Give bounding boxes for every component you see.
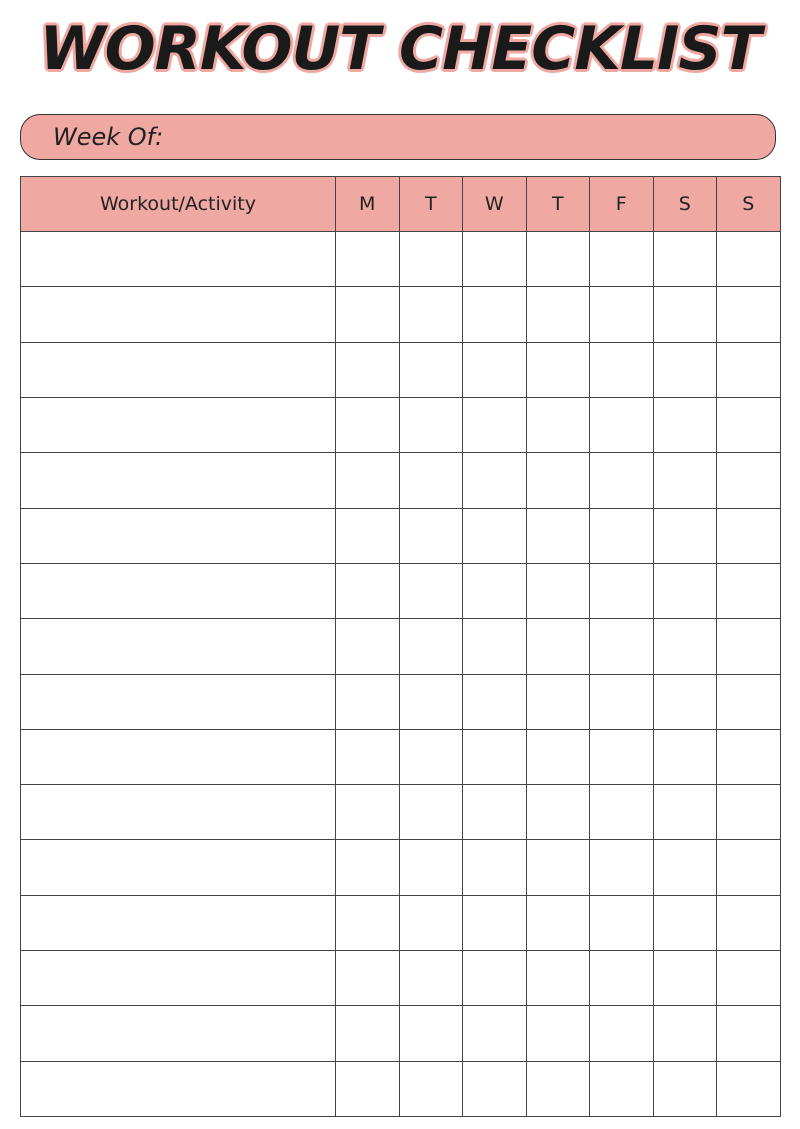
day-check-cell[interactable] bbox=[399, 895, 463, 950]
day-check-cell[interactable] bbox=[590, 232, 654, 287]
day-check-cell[interactable] bbox=[717, 674, 781, 729]
day-check-cell[interactable] bbox=[590, 563, 654, 618]
day-check-cell[interactable] bbox=[336, 287, 400, 342]
day-check-cell[interactable] bbox=[653, 951, 717, 1006]
day-check-cell[interactable] bbox=[526, 1006, 590, 1061]
day-check-cell[interactable] bbox=[653, 342, 717, 397]
day-check-cell[interactable] bbox=[653, 729, 717, 784]
day-check-cell[interactable] bbox=[653, 1061, 717, 1116]
activity-cell[interactable] bbox=[21, 729, 336, 784]
day-check-cell[interactable] bbox=[653, 563, 717, 618]
day-check-cell[interactable] bbox=[717, 508, 781, 563]
table-header-row bbox=[21, 177, 781, 232]
activity-cell[interactable] bbox=[21, 287, 336, 342]
table-row bbox=[21, 287, 781, 342]
day-check-cell[interactable] bbox=[526, 563, 590, 618]
day-check-cell[interactable] bbox=[653, 895, 717, 950]
day-check-cell[interactable] bbox=[526, 895, 590, 950]
day-check-cell[interactable] bbox=[717, 840, 781, 895]
day-check-cell[interactable] bbox=[653, 840, 717, 895]
day-check-cell[interactable] bbox=[526, 951, 590, 1006]
day-check-cell[interactable] bbox=[717, 1061, 781, 1116]
day-check-cell[interactable] bbox=[399, 951, 463, 1006]
header-day: S bbox=[653, 177, 717, 232]
activity-cell[interactable] bbox=[21, 563, 336, 618]
header-day: S bbox=[717, 177, 781, 232]
day-check-cell[interactable] bbox=[717, 619, 781, 674]
day-check-cell[interactable] bbox=[399, 729, 463, 784]
table-row bbox=[21, 397, 781, 452]
day-check-cell[interactable] bbox=[526, 674, 590, 729]
day-check-cell[interactable] bbox=[463, 1006, 527, 1061]
header-day: T bbox=[399, 177, 463, 232]
day-check-cell[interactable] bbox=[336, 453, 400, 508]
day-check-cell[interactable] bbox=[717, 397, 781, 452]
day-check-cell[interactable] bbox=[399, 840, 463, 895]
table-row bbox=[21, 508, 781, 563]
day-check-cell[interactable] bbox=[526, 287, 590, 342]
header-day: F bbox=[590, 177, 654, 232]
day-check-cell[interactable] bbox=[590, 840, 654, 895]
day-check-cell[interactable] bbox=[717, 785, 781, 840]
day-check-cell[interactable] bbox=[717, 563, 781, 618]
header-day: M bbox=[336, 177, 400, 232]
day-check-cell[interactable] bbox=[463, 287, 527, 342]
day-check-cell[interactable] bbox=[526, 342, 590, 397]
day-check-cell[interactable] bbox=[590, 397, 654, 452]
day-check-cell[interactable] bbox=[399, 674, 463, 729]
week-of-bar[interactable] bbox=[20, 114, 776, 160]
day-check-cell[interactable] bbox=[463, 840, 527, 895]
day-check-cell[interactable] bbox=[590, 619, 654, 674]
day-check-cell[interactable] bbox=[717, 453, 781, 508]
day-check-cell[interactable] bbox=[463, 397, 527, 452]
day-check-cell[interactable] bbox=[653, 674, 717, 729]
day-check-cell[interactable] bbox=[526, 619, 590, 674]
activity-cell[interactable] bbox=[21, 785, 336, 840]
day-check-cell[interactable] bbox=[653, 232, 717, 287]
day-check-cell[interactable] bbox=[653, 619, 717, 674]
day-check-cell[interactable] bbox=[653, 785, 717, 840]
activity-cell[interactable] bbox=[21, 840, 336, 895]
day-check-cell[interactable] bbox=[399, 785, 463, 840]
activity-cell[interactable] bbox=[21, 342, 336, 397]
day-check-cell[interactable] bbox=[590, 729, 654, 784]
day-check-cell[interactable] bbox=[590, 342, 654, 397]
day-check-cell[interactable] bbox=[717, 287, 781, 342]
day-check-cell[interactable] bbox=[336, 895, 400, 950]
day-check-cell[interactable] bbox=[717, 1006, 781, 1061]
day-check-cell[interactable] bbox=[336, 397, 400, 452]
activity-cell[interactable] bbox=[21, 674, 336, 729]
activity-cell[interactable] bbox=[21, 1006, 336, 1061]
day-check-cell[interactable] bbox=[590, 785, 654, 840]
day-check-cell[interactable] bbox=[717, 342, 781, 397]
day-check-cell[interactable] bbox=[463, 674, 527, 729]
workout-table bbox=[20, 176, 781, 1117]
day-check-cell[interactable] bbox=[590, 453, 654, 508]
day-check-cell[interactable] bbox=[590, 287, 654, 342]
table-row bbox=[21, 232, 781, 287]
day-check-cell[interactable] bbox=[336, 342, 400, 397]
day-check-cell[interactable] bbox=[526, 840, 590, 895]
day-check-cell[interactable] bbox=[336, 563, 400, 618]
day-check-cell[interactable] bbox=[463, 232, 527, 287]
day-check-cell[interactable] bbox=[399, 1006, 463, 1061]
day-check-cell[interactable] bbox=[399, 1061, 463, 1116]
day-check-cell[interactable] bbox=[717, 895, 781, 950]
day-check-cell[interactable] bbox=[336, 1006, 400, 1061]
table-row bbox=[21, 895, 781, 950]
table-row bbox=[21, 1061, 781, 1116]
activity-cell[interactable] bbox=[21, 397, 336, 452]
day-check-cell[interactable] bbox=[590, 508, 654, 563]
activity-cell[interactable] bbox=[21, 508, 336, 563]
day-check-cell[interactable] bbox=[526, 1061, 590, 1116]
header-day: W bbox=[463, 177, 527, 232]
table-row bbox=[21, 951, 781, 1006]
day-check-cell[interactable] bbox=[336, 674, 400, 729]
week-of-label: Week Of: bbox=[53, 123, 164, 151]
day-check-cell[interactable] bbox=[653, 453, 717, 508]
day-check-cell[interactable] bbox=[399, 397, 463, 452]
day-check-cell[interactable] bbox=[653, 287, 717, 342]
activity-cell[interactable] bbox=[21, 895, 336, 950]
table-row bbox=[21, 785, 781, 840]
day-check-cell[interactable] bbox=[463, 453, 527, 508]
day-check-cell[interactable] bbox=[399, 232, 463, 287]
day-check-cell[interactable] bbox=[653, 397, 717, 452]
day-check-cell[interactable] bbox=[463, 563, 527, 618]
day-check-cell[interactable] bbox=[336, 729, 400, 784]
activity-cell[interactable] bbox=[21, 453, 336, 508]
day-check-cell[interactable] bbox=[463, 951, 527, 1006]
day-check-cell[interactable] bbox=[717, 232, 781, 287]
day-check-cell[interactable] bbox=[399, 342, 463, 397]
day-check-cell[interactable] bbox=[463, 1061, 527, 1116]
activity-cell[interactable] bbox=[21, 619, 336, 674]
page-title: WORKOUT CHECKLIST bbox=[39, 14, 761, 84]
day-check-cell[interactable] bbox=[399, 453, 463, 508]
table-row bbox=[21, 840, 781, 895]
day-check-cell[interactable] bbox=[526, 453, 590, 508]
table-body bbox=[21, 232, 781, 1117]
day-check-cell[interactable] bbox=[336, 232, 400, 287]
day-check-cell[interactable] bbox=[653, 1006, 717, 1061]
day-check-cell[interactable] bbox=[463, 508, 527, 563]
day-check-cell[interactable] bbox=[526, 232, 590, 287]
day-check-cell[interactable] bbox=[590, 895, 654, 950]
table-row bbox=[21, 619, 781, 674]
activity-cell[interactable] bbox=[21, 951, 336, 1006]
day-check-cell[interactable] bbox=[526, 397, 590, 452]
day-check-cell[interactable] bbox=[336, 785, 400, 840]
day-check-cell[interactable] bbox=[590, 1061, 654, 1116]
table-row bbox=[21, 729, 781, 784]
day-check-cell[interactable] bbox=[590, 951, 654, 1006]
day-check-cell[interactable] bbox=[336, 840, 400, 895]
day-check-cell[interactable] bbox=[336, 951, 400, 1006]
day-check-cell[interactable] bbox=[399, 508, 463, 563]
day-check-cell[interactable] bbox=[717, 951, 781, 1006]
day-check-cell[interactable] bbox=[336, 508, 400, 563]
day-check-cell[interactable] bbox=[463, 785, 527, 840]
day-check-cell[interactable] bbox=[653, 508, 717, 563]
day-check-cell[interactable] bbox=[399, 563, 463, 618]
table-row bbox=[21, 674, 781, 729]
day-check-cell[interactable] bbox=[336, 619, 400, 674]
table-row bbox=[21, 342, 781, 397]
activity-cell[interactable] bbox=[21, 232, 336, 287]
day-check-cell[interactable] bbox=[336, 1061, 400, 1116]
activity-cell[interactable] bbox=[21, 1061, 336, 1116]
day-check-cell[interactable] bbox=[463, 619, 527, 674]
header-workout-activity: Workout/Activity bbox=[21, 177, 336, 232]
day-check-cell[interactable] bbox=[463, 729, 527, 784]
table-row bbox=[21, 453, 781, 508]
day-check-cell[interactable] bbox=[399, 287, 463, 342]
day-check-cell[interactable] bbox=[717, 729, 781, 784]
table-row bbox=[21, 1006, 781, 1061]
day-check-cell[interactable] bbox=[463, 895, 527, 950]
day-check-cell[interactable] bbox=[526, 729, 590, 784]
day-check-cell[interactable] bbox=[399, 619, 463, 674]
day-check-cell[interactable] bbox=[526, 508, 590, 563]
day-check-cell[interactable] bbox=[590, 674, 654, 729]
day-check-cell[interactable] bbox=[463, 342, 527, 397]
day-check-cell[interactable] bbox=[590, 1006, 654, 1061]
table-row bbox=[21, 563, 781, 618]
day-check-cell[interactable] bbox=[526, 785, 590, 840]
header-day: T bbox=[526, 177, 590, 232]
